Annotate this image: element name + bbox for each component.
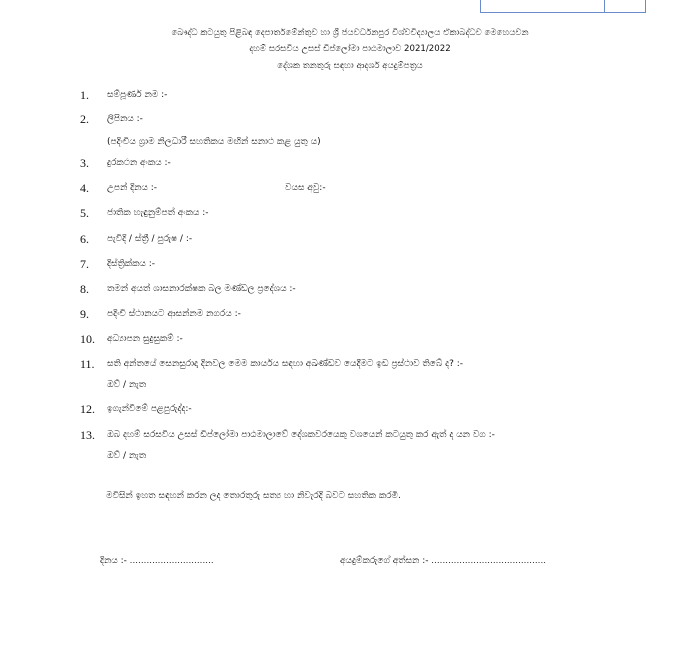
item-number: 13. [80, 428, 95, 442]
item-label: දිස්ත්‍රික්කය :- [107, 259, 156, 269]
item-label: ජාතික හැඳුනුම්පත් අංකය :- [107, 208, 209, 218]
field-previous-lecturer [80, 427, 640, 443]
item-number: 10. [80, 332, 95, 346]
item-label: ලිපිනය :- [107, 114, 143, 124]
item-number: 9. [80, 307, 89, 321]
applicant-signature-line [340, 552, 546, 569]
declaration-text: මවිසින් ඉහත සඳහන් කරන ලද තොරතුරු සත්‍ය හා නිවැරදි බවට සහතික කරමි. [106, 491, 401, 501]
field-address [80, 111, 640, 127]
field-status [80, 231, 640, 247]
item-number: 2. [80, 112, 89, 126]
item-label: දුරකථන අංකය :- [107, 158, 171, 168]
item-label: උපන් දිනය :- [107, 183, 158, 193]
field-district [80, 256, 640, 272]
form-title: දේශක තනතුරු සඳහා ආදර්ශ අයදුම්පත්‍රය [277, 61, 423, 71]
applicant-signature-dots: ......................................... [431, 555, 547, 565]
item-label: පදිංචි ස්ථානයට ආසන්නම නගරය :- [107, 309, 241, 319]
address-note: (පදිංචිය ග්‍රාම නිලධාරී සහතිකය මඟින් සනාථ කළ යුතු ය) [107, 137, 321, 147]
top-frame-box [480, 0, 646, 13]
field-teaching-experience [80, 401, 640, 417]
yes-no-option: ඔව් / නැත [107, 380, 147, 390]
applicant-signature-label: අයදුම්කරුගේ අත්සන :- [340, 556, 429, 566]
item-label: තමන් අයත් ශාසනාරක්ෂක බල මණ්ඩල ප්‍රදේශය :- [107, 284, 296, 294]
header-line-1: බෞද්ධ කටයුතු පිළිබඳ දෙපාර්තමේන්තුව හා ශ්‍රී ජයවර්ධනපුර විශ්වවිද්‍යාලය ඒකාබද්ධව මෙහෙයවන [171, 28, 529, 38]
age-label: වයස අවු:- [285, 183, 326, 193]
item-label: ඉගැන්වීමේ පළපුරුද්ද:- [107, 404, 192, 414]
field-education [80, 331, 640, 347]
yes-no-option: ඔව් / නැත [107, 451, 147, 461]
item-number: 4. [80, 181, 89, 195]
field-council-region [80, 281, 640, 297]
header-line-2: දහම් සරසවිය උසස් ඩිප්ලෝමා පාඨමාලාව 2021/2022 [249, 44, 451, 54]
item-number: 7. [80, 257, 89, 271]
item-number: 1. [80, 88, 89, 102]
field-nearest-town [80, 306, 640, 322]
item-label: සති අන්තයේ සෙනසුරාදා දිනවල මෙම කාර්යය සඳහා අඛණ්ඩව යෙදීමට ඉඩ ප්‍රස්ථාව තිබේ ද? :- [107, 359, 464, 369]
item-label: සම්පූර්ණ නම :- [107, 90, 168, 100]
field-birthdate [80, 180, 640, 196]
item-number: 11. [80, 357, 95, 371]
date-label: දිනය :- [100, 556, 127, 566]
field-telephone [80, 155, 640, 171]
item-number: 6. [80, 232, 89, 246]
date-dots: .............................. [129, 555, 214, 565]
item-number: 12. [80, 402, 95, 416]
field-saturday-availability [80, 356, 640, 372]
item-number: 5. [80, 206, 89, 220]
item-label: අධ්‍යාපන සුදුසුකම් :- [107, 334, 183, 344]
date-signature-line [100, 552, 214, 569]
item-number: 3. [80, 156, 89, 170]
field-nic [80, 205, 640, 221]
item-label: පැවිදි / ස්ත්‍රී / පුරුෂ / :- [107, 234, 193, 244]
item-label: ඔබ දහම් සරසවිය උසස් ඩිප්ලෝමා පාඨමාලාවේ දේශකවරයෙකු වශයෙන් කටයුතු කර ඇත් ද යන වග :- [107, 430, 495, 440]
item-number: 8. [80, 282, 89, 296]
field-full-name [80, 87, 640, 103]
